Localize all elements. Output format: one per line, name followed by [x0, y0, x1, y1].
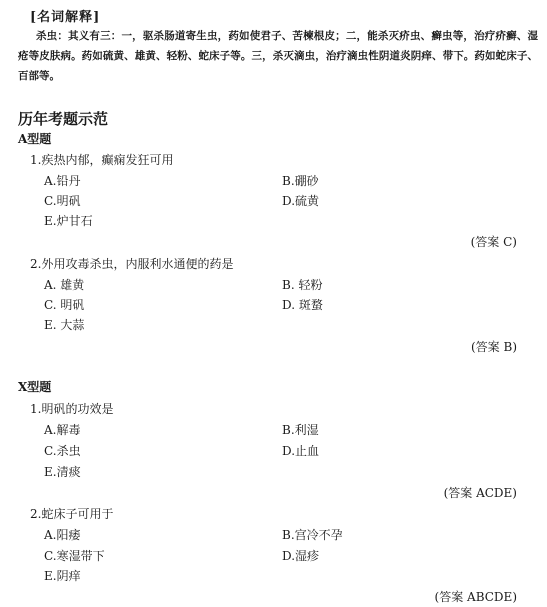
definition-body: 杀虫：其义有三：一，驱杀肠道寄生虫，药如使君子、苦楝根皮；二，能杀灭疥虫、癣虫等，治疗疥癣、湿疮等皮肤病。药如硫黄、雄黄、轻粉、蛇床子等。三，杀灭滴虫，治疗滴虫性阴道炎阴痒、带下。药如蛇床子、百部等。: [18, 30, 538, 82]
option-e: E.阴痒: [44, 569, 81, 583]
option-c: C.杀虫: [44, 444, 81, 458]
option-e: E. 大蒜: [44, 318, 85, 332]
question-stem: 2.外用攻毒杀虫，内服利水通便的药是: [30, 257, 234, 271]
option-c: C. 明矾: [44, 298, 85, 312]
question-stem: 1.明矾的功效是: [30, 402, 114, 416]
option-a: A.阳痿: [44, 528, 81, 542]
question-stem: 1.疾热内郁，癫痫发狂可用: [30, 153, 174, 167]
option-d: D.止血: [282, 444, 320, 458]
answer-label: (答案 B): [471, 340, 517, 354]
option-b: B.宫冷不孕: [282, 528, 343, 542]
option-c: C.寒湿带下: [44, 549, 105, 563]
option-d: D.湿疹: [282, 549, 320, 563]
option-d: D.硫黄: [282, 194, 320, 208]
option-b: B. 轻粉: [282, 278, 323, 292]
answer-label: (答案 ABCDE): [434, 590, 517, 604]
option-b: B.利湿: [282, 423, 319, 437]
a-type-label: A型题: [18, 132, 52, 146]
option-d: D. 斑蝥: [282, 298, 323, 312]
question-stem: 2.蛇床子可用于: [30, 507, 114, 521]
option-a: A.铅丹: [44, 174, 81, 188]
option-c: C.明矾: [44, 194, 81, 208]
option-a: A. 雄黄: [44, 278, 85, 292]
section-title: 历年考题示范: [18, 110, 109, 128]
definition-title: [名词解释]: [30, 10, 101, 25]
option-a: A.解毒: [44, 423, 81, 437]
x-type-label: X型题: [18, 380, 52, 394]
answer-label: (答案 C): [470, 235, 517, 249]
option-e: E.炉甘石: [44, 214, 93, 228]
option-e: E.清痰: [44, 465, 81, 479]
answer-label: (答案 ACDE): [443, 486, 517, 500]
option-b: B.硼砂: [282, 174, 319, 188]
